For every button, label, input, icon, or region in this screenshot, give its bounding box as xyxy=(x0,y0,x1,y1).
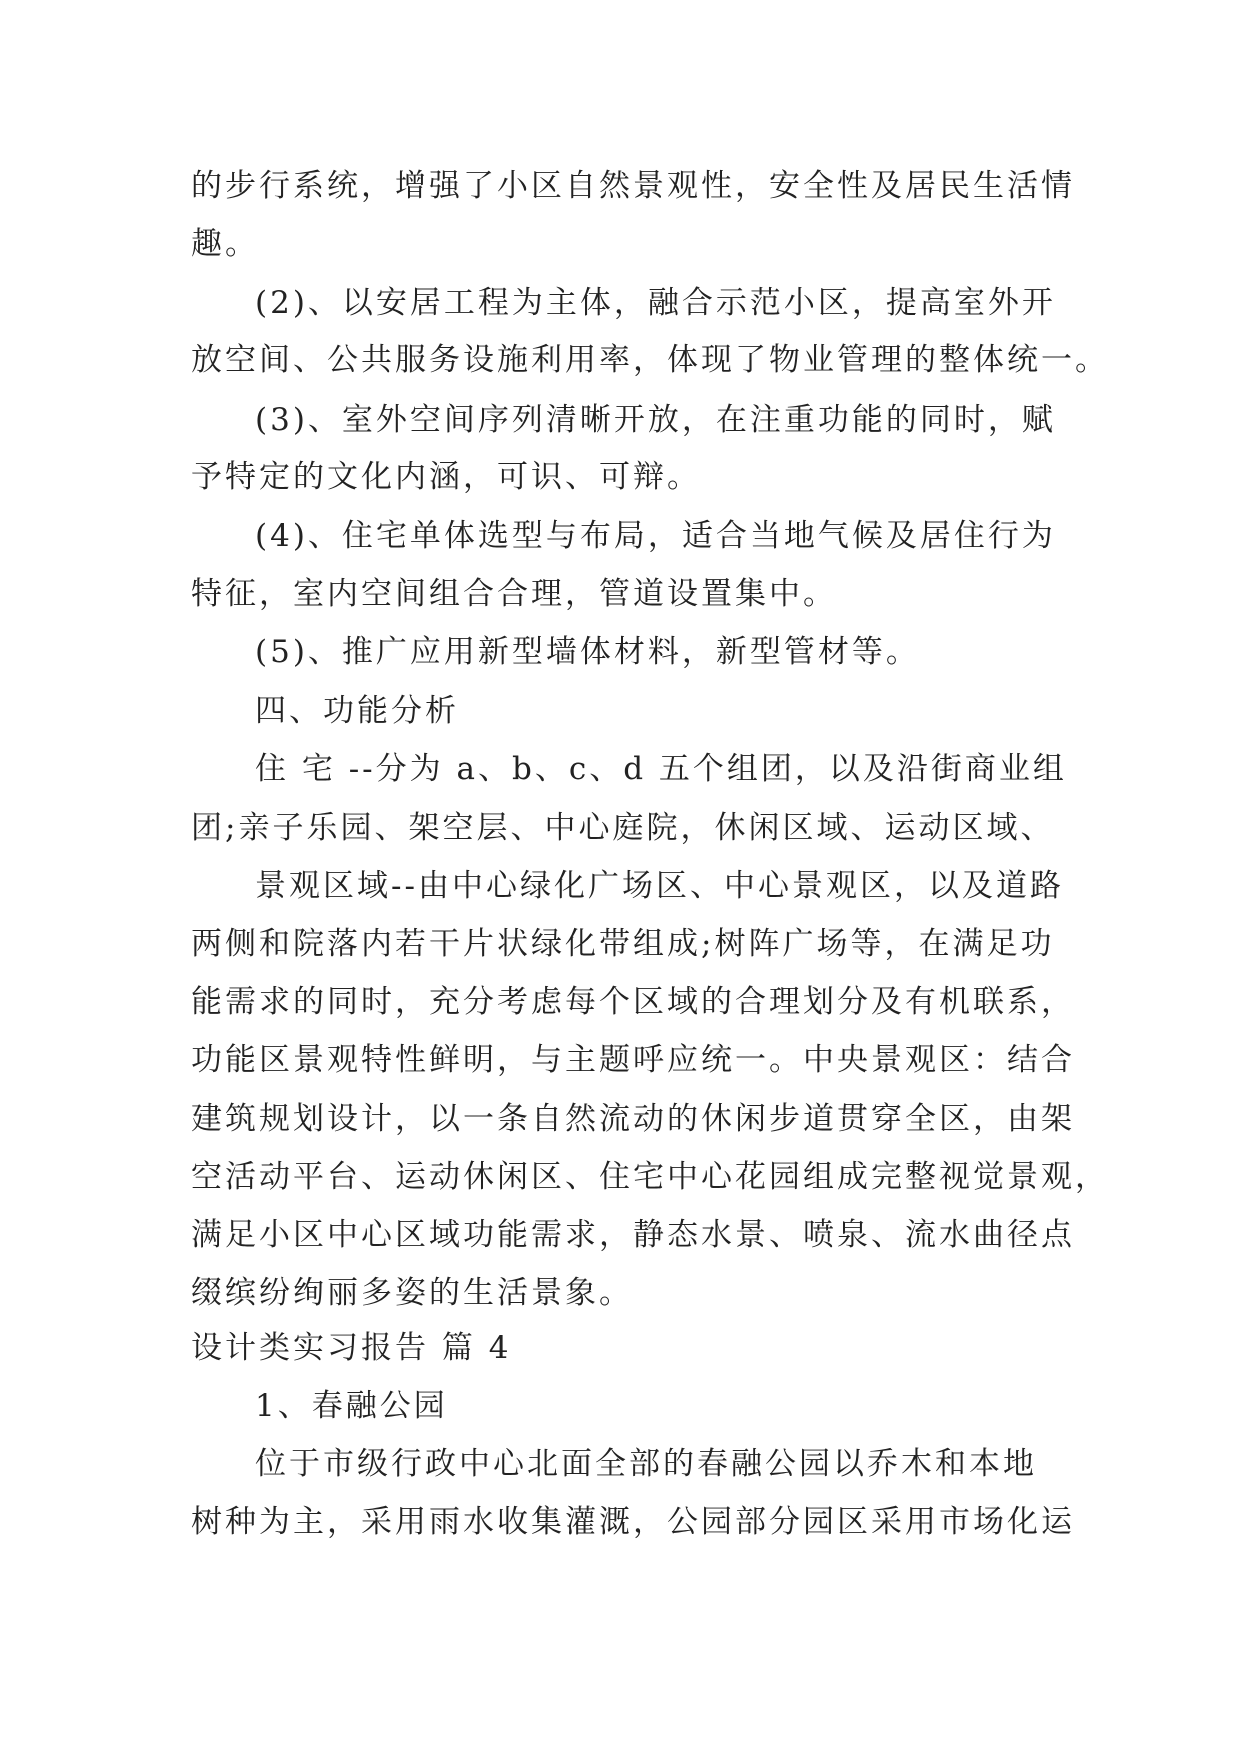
paragraph-line: 位于市级行政中心北面全部的春融公园以乔木和本地 xyxy=(255,1446,1037,1482)
paragraph-line: 予特定的文化内涵，可识、可辩。 xyxy=(191,459,701,495)
paragraph-line: 放空间、公共服务设施利用率，体现了物业管理的整体统一。 xyxy=(191,342,1109,378)
paragraph-line: 树种为主，采用雨水收集灌溉，公园部分园区采用市场化运 xyxy=(191,1504,1075,1540)
paragraph-line: 功能区景观特性鲜明，与主题呼应统一。中央景观区：结合 xyxy=(191,1042,1075,1078)
paragraph-line: 满足小区中心区域功能需求，静态水景、喷泉、流水曲径点 xyxy=(191,1217,1075,1253)
section-heading: 1、春融公园 xyxy=(255,1388,448,1424)
paragraph-line: 趣。 xyxy=(191,226,259,262)
paragraph-line: 住 宅 --分为 a、b、c、d 五个组团，以及沿街商业组 xyxy=(255,751,1067,787)
paragraph-line: 的步行系统，增强了小区自然景观性，安全性及居民生活情 xyxy=(191,168,1075,204)
paragraph-line: 特征，室内空间组合合理，管道设置集中。 xyxy=(191,576,837,612)
paragraph-line: 空活动平台、运动休闲区、住宅中心花园组成完整视觉景观， xyxy=(191,1159,1109,1195)
paragraph-line: (4)、住宅单体选型与布局，适合当地气候及居住行为 xyxy=(255,518,1056,554)
paragraph-line: (3)、室外空间序列清晰开放，在注重功能的同时，赋 xyxy=(255,402,1056,438)
paragraph-line: 缀缤纷绚丽多姿的生活景象。 xyxy=(191,1275,633,1311)
section-heading: 四、功能分析 xyxy=(255,693,459,729)
paragraph-line: 团;亲子乐园、架空层、中心庭院，休闲区域、运动区域、 xyxy=(191,810,1055,846)
paragraph-line: 景观区域--由中心绿化广场区、中心景观区，以及道路 xyxy=(255,868,1064,904)
paragraph-line: (2)、以安居工程为主体，融合示范小区，提高室外开 xyxy=(255,285,1056,321)
paragraph-line: 建筑规划设计，以一条自然流动的休闲步道贯穿全区，由架 xyxy=(191,1101,1075,1137)
paragraph-line: 能需求的同时，充分考虑每个区域的合理划分及有机联系， xyxy=(191,984,1075,1020)
section-title: 设计类实习报告 篇 4 xyxy=(191,1330,512,1366)
paragraph-line: (5)、推广应用新型墙体材料，新型管材等。 xyxy=(255,634,920,670)
paragraph-line: 两侧和院落内若干片状绿化带组成;树阵广场等，在满足功 xyxy=(191,926,1055,962)
